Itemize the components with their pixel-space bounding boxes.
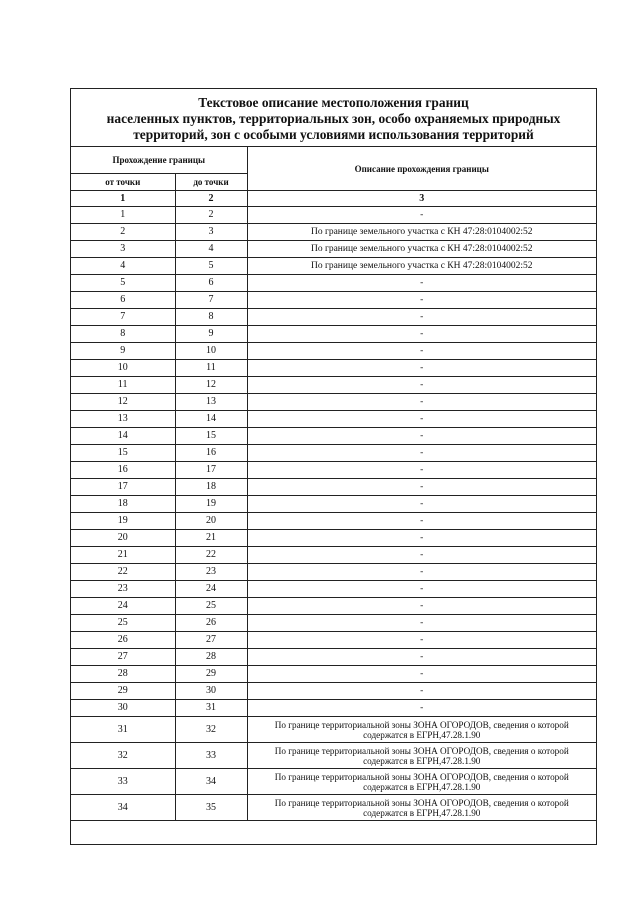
table-row [71,224,596,241]
cell-to-point: 35 [175,795,247,821]
cell-description: По границе территориальной зоны ЗОНА ОГОРОДОВ, сведения о которой содержатся в ЕГРН,47.28.1.90 [247,769,596,795]
cell-description: - [247,479,596,496]
cell-description: - [247,530,596,547]
cell-to-point: 22 [175,547,247,564]
table-row [71,700,596,717]
cell-to-point: 4 [175,241,247,258]
table-row [71,513,596,530]
cell-from-point: 7 [71,309,175,326]
cell-to-point: 31 [175,700,247,717]
cell-description: - [247,360,596,377]
cell-description: - [247,649,596,666]
cell-from-point: 32 [71,743,175,769]
title-line-3: территорий, зон с особыми условиями использования территорий [133,127,534,142]
cell-from-point: 19 [71,513,175,530]
cell-to-point: 29 [175,666,247,683]
cell-to-point: 21 [175,530,247,547]
cell-description: - [247,207,596,224]
cell-to-point: 16 [175,445,247,462]
cell-to-point: 17 [175,462,247,479]
cell-from-point: 27 [71,649,175,666]
cell-to-point: 20 [175,513,247,530]
cell-from-point: 8 [71,326,175,343]
cell-description: По границе земельного участка с КН 47:28:0104002:52 [247,241,596,258]
table-row [71,649,596,666]
cell-to-point: 12 [175,377,247,394]
cell-description: - [247,700,596,717]
cell-from-point: 14 [71,428,175,445]
cell-description: - [247,445,596,462]
cell-to-point: 28 [175,649,247,666]
header-col-number-2: 2 [175,191,247,207]
table-row [71,462,596,479]
table-row [71,207,596,224]
cell-from-point: 4 [71,258,175,275]
cell-to-point: 30 [175,683,247,700]
table-row [71,394,596,411]
cell-to-point: 18 [175,479,247,496]
cell-from-point: 24 [71,598,175,615]
header-from-point: от точки [71,174,175,191]
table-row [71,309,596,326]
cell-description: По границе территориальной зоны ЗОНА ОГОРОДОВ, сведения о которой содержатся в ЕГРН,47.28.1.90 [247,743,596,769]
header-col-number-3: 3 [247,191,596,207]
cell-from-point: 15 [71,445,175,462]
cell-from-point: 18 [71,496,175,513]
table-row [71,598,596,615]
cell-to-point: 10 [175,343,247,360]
table-row [71,496,596,513]
boundary-table [71,147,596,821]
cell-from-point: 26 [71,632,175,649]
cell-description: По границе земельного участка с КН 47:28:0104002:52 [247,224,596,241]
cell-to-point: 24 [175,581,247,598]
cell-from-point: 20 [71,530,175,547]
cell-to-point: 5 [175,258,247,275]
cell-to-point: 27 [175,632,247,649]
cell-description: - [247,462,596,479]
table-row [71,769,596,795]
cell-from-point: 17 [71,479,175,496]
cell-from-point: 9 [71,343,175,360]
cell-from-point: 28 [71,666,175,683]
table-row [71,343,596,360]
cell-description: - [247,326,596,343]
cell-to-point: 2 [175,207,247,224]
table-row [71,411,596,428]
header-passage: Прохождение границы [71,147,247,174]
table-row [71,632,596,649]
table-row [71,615,596,632]
cell-from-point: 33 [71,769,175,795]
cell-to-point: 33 [175,743,247,769]
cell-from-point: 25 [71,615,175,632]
cell-from-point: 13 [71,411,175,428]
cell-description: - [247,343,596,360]
cell-description: - [247,513,596,530]
cell-to-point: 34 [175,769,247,795]
cell-from-point: 12 [71,394,175,411]
cell-to-point: 26 [175,615,247,632]
cell-from-point: 11 [71,377,175,394]
cell-to-point: 15 [175,428,247,445]
table-body [71,207,596,821]
cell-to-point: 23 [175,564,247,581]
cell-from-point: 6 [71,292,175,309]
cell-description: - [247,547,596,564]
table-row [71,683,596,700]
cell-description: - [247,394,596,411]
cell-to-point: 9 [175,326,247,343]
table-row [71,275,596,292]
cell-description: - [247,598,596,615]
cell-from-point: 3 [71,241,175,258]
cell-to-point: 8 [175,309,247,326]
table-row [71,428,596,445]
cell-description: - [247,564,596,581]
cell-from-point: 10 [71,360,175,377]
cell-from-point: 16 [71,462,175,479]
cell-description: - [247,581,596,598]
table-row [71,241,596,258]
cell-to-point: 3 [175,224,247,241]
cell-to-point: 13 [175,394,247,411]
cell-description: - [247,615,596,632]
cell-description: - [247,309,596,326]
cell-description: - [247,666,596,683]
cell-to-point: 6 [175,275,247,292]
table-row [71,360,596,377]
cell-description: По границе территориальной зоны ЗОНА ОГОРОДОВ, сведения о которой содержатся в ЕГРН,47.28.1.90 [247,795,596,821]
title-line-2: населенных пунктов, территориальных зон, особо охраняемых природных [106,111,561,126]
cell-to-point: 32 [175,717,247,743]
cell-from-point: 1 [71,207,175,224]
cell-description: По границе земельного участка с КН 47:28:0104002:52 [247,258,596,275]
header-col-number-1: 1 [71,191,175,207]
cell-from-point: 30 [71,700,175,717]
table-row [71,292,596,309]
cell-from-point: 23 [71,581,175,598]
cell-from-point: 22 [71,564,175,581]
cell-description: - [247,377,596,394]
cell-description: - [247,632,596,649]
document-frame [70,88,597,845]
table-row [71,530,596,547]
table-row [71,326,596,343]
table-row [71,717,596,743]
table-row [71,666,596,683]
table-row [71,581,596,598]
table-row [71,547,596,564]
cell-to-point: 11 [175,360,247,377]
cell-description: - [247,496,596,513]
cell-to-point: 19 [175,496,247,513]
cell-to-point: 14 [175,411,247,428]
cell-description: - [247,411,596,428]
table-row [71,445,596,462]
cell-to-point: 25 [175,598,247,615]
title-line-1: Текстовое описание местоположения границ [198,95,469,110]
cell-from-point: 34 [71,795,175,821]
cell-description: - [247,275,596,292]
table-row [71,795,596,821]
cell-description: По границе территориальной зоны ЗОНА ОГОРОДОВ, сведения о которой содержатся в ЕГРН,47.28.1.90 [247,717,596,743]
table-row [71,564,596,581]
document-title [71,89,596,147]
table-row [71,479,596,496]
cell-description: - [247,683,596,700]
cell-description: - [247,428,596,445]
cell-from-point: 21 [71,547,175,564]
table-row [71,377,596,394]
cell-from-point: 31 [71,717,175,743]
header-description: Описание прохождения границы [247,147,596,191]
cell-from-point: 29 [71,683,175,700]
header-to-point: до точки [175,174,247,191]
cell-from-point: 2 [71,224,175,241]
cell-to-point: 7 [175,292,247,309]
cell-description: - [247,292,596,309]
table-row [71,258,596,275]
cell-from-point: 5 [71,275,175,292]
table-row [71,743,596,769]
